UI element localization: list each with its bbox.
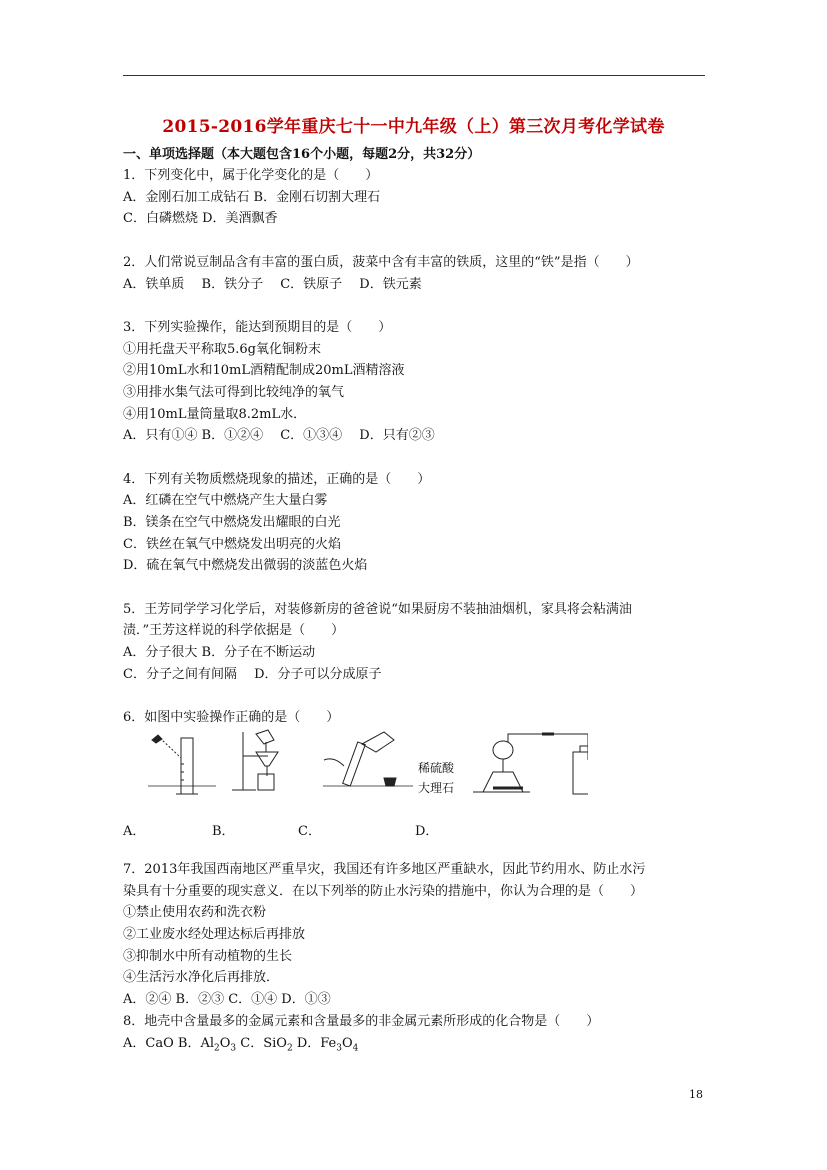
figure-c-test-tube-icon bbox=[323, 732, 413, 786]
q3-item-3: ③用排水集气法可得到比较纯净的氧气 bbox=[123, 385, 345, 400]
q2-options: A．铁单质 B．铁分子 C．铁原子 D．铁元素 bbox=[123, 277, 422, 292]
q6-label-a: A． bbox=[123, 824, 146, 839]
q3-stem: 3．下列实验操作，能达到预期目的是（ ） bbox=[123, 320, 392, 335]
q2-stem: 2．人们常说豆制品含有丰富的蛋白质，菠菜中含有丰富的铁质，这里的“铁”是指（ ） bbox=[123, 255, 639, 270]
q5-stem-line2: 渍．”王芳这样说的科学依据是（ ） bbox=[123, 623, 345, 638]
q7-item-4: ④生活污水净化后再排放． bbox=[123, 970, 280, 985]
q5-options-cd: C．分子之间有间隔 D．分子可以分成原子 bbox=[123, 667, 382, 682]
page-number: 18 bbox=[689, 1088, 703, 1101]
q8-option-b: B．$Al_2O_3$ bbox=[177, 1036, 237, 1054]
q4-option-a: A．红磷在空气中燃烧产生大量白雾 bbox=[123, 493, 328, 508]
page-title: 2015-2016学年重庆七十一中九年级（上）第三次月考化学试卷 bbox=[162, 117, 665, 137]
q7-stem-line1: 7．2013年我国西南地区严重旱灾，我国还有许多地区严重缺水，因此节约用水、防止水污 bbox=[123, 862, 646, 877]
q3-options: A．只有①④ B．①②④ C．①③④ D．只有②③ bbox=[123, 428, 435, 443]
q6-figures bbox=[148, 728, 588, 800]
q5-stem-line1: 5．王芳同学学习化学后，对装修新房的爸爸说“如果厨房不装抽油烟机，家具将会粘满油 bbox=[123, 602, 632, 617]
q4-option-d: D．硫在氧气中燃烧发出微弱的淡蓝色火焰 bbox=[123, 558, 368, 573]
q1-options-ab: A．金刚石加工成钻石 B．金刚石切割大理石 bbox=[123, 190, 381, 205]
q8-option-a: A．CaO bbox=[123, 1036, 174, 1051]
q3-item-2: ②用10mL水和10mL酒精配制成20mL酒精溶液 bbox=[123, 363, 405, 378]
section-heading: 一、单项选择题（本大题包含16个小题，每题2分，共32分） bbox=[123, 147, 481, 162]
figure-a-cylinder-icon bbox=[148, 735, 216, 794]
figure-d-label-acid: 稀硫酸 bbox=[418, 761, 455, 775]
q3-item-4: ④用10mL量筒量取8.2mL水． bbox=[123, 407, 307, 422]
q8-option-d: D．$Fe_3O_4$ bbox=[296, 1036, 359, 1054]
q5-options-ab: A．分子很大 B．分子在不断运动 bbox=[123, 645, 316, 660]
q6-stem: 6．如图中实验操作正确的是（ ） bbox=[123, 710, 340, 725]
q6-label-b: B． bbox=[212, 824, 235, 839]
q7-item-2: ②工业废水经处理达标后再排放 bbox=[123, 927, 306, 942]
q7-options: A．②④ B．②③ C．①④ D．①③ bbox=[123, 992, 331, 1007]
q6-label-c: C． bbox=[298, 824, 321, 839]
figure-b-filtration-icon bbox=[232, 730, 278, 790]
q7-item-1: ①禁止使用农药和洗衣粉 bbox=[123, 905, 267, 920]
figure-d-gas-apparatus-icon bbox=[473, 734, 588, 794]
q4-stem: 4．下列有关物质燃烧现象的描述，正确的是（ ） bbox=[123, 472, 431, 487]
q3-item-1: ①用托盘天平称取5.6g氧化铜粉末 bbox=[123, 342, 321, 357]
q1-options-cd: C．白磷燃烧 D．美酒飘香 bbox=[123, 211, 278, 226]
q8-options bbox=[123, 1035, 358, 1058]
q7-item-3: ③抑制水中所有动植物的生长 bbox=[123, 949, 293, 964]
q8-stem: 8．地壳中含量最多的金属元素和含量最多的非金属元素所形成的化合物是（ ） bbox=[123, 1014, 600, 1029]
q1-stem: 1．下列变化中，属于化学变化的是（ ） bbox=[123, 168, 379, 183]
q4-option-b: B．镁条在空气中燃烧发出耀眼的白光 bbox=[123, 515, 341, 530]
header-rule bbox=[123, 75, 705, 76]
q6-label-d: D． bbox=[415, 824, 439, 839]
figure-d-label-marble: 大理石 bbox=[418, 781, 455, 795]
q8-option-c: C．SiO$_2$ bbox=[240, 1036, 293, 1054]
q4-option-c: C．铁丝在氧气中燃烧发出明亮的火焰 bbox=[123, 537, 341, 552]
q7-stem-line2: 染具有十分重要的现实意义．在以下列举的防止水污染的措施中，你认为合理的是（ ） bbox=[123, 884, 644, 899]
